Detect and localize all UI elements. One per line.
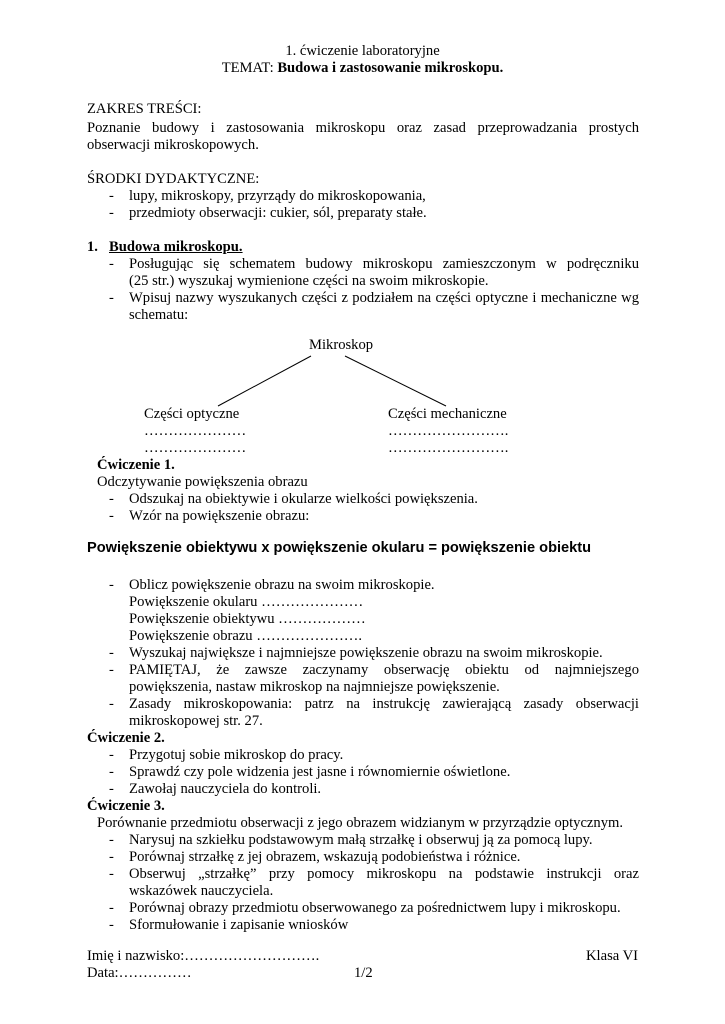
bullet-dash: - — [109, 645, 114, 661]
topic-title: Budowa i zastosowanie mikroskopu. — [277, 60, 504, 76]
cw1-pamietaj-line2: powiększenia, nastaw mikroskop na najmniejsze powiększenie. — [129, 679, 500, 695]
srodki-item: przedmioty obserwacji: cukier, sól, preparaty stałe. — [129, 205, 427, 221]
bullet-dash: - — [109, 781, 114, 797]
cw1-pamietaj-line1: PAMIĘTAJ, że zawsze zaczynamy obserwację obiektu od najmniejszego — [129, 662, 639, 678]
cw1-item: Wzór na powiększenie obrazu: — [129, 508, 310, 524]
bullet-dash: - — [109, 917, 114, 933]
objective-magnification-blank: Powiększenie obiektywu ……………… — [129, 611, 366, 627]
eyepiece-magnification-blank: Powiększenie okularu ………………… — [129, 594, 364, 610]
diagram-left-branch — [218, 356, 311, 406]
cw2-title: Ćwiczenie 2. — [87, 730, 165, 746]
section1-item2-line2: schematu: — [129, 307, 189, 323]
bullet-dash: - — [109, 577, 114, 593]
page-number: 1/2 — [354, 965, 373, 981]
bullet-dash: - — [109, 290, 114, 306]
cw3-title: Ćwiczenie 3. — [87, 798, 165, 814]
srodki-item: lupy, mikroskopy, przyrządy do mikroskopowania, — [129, 188, 426, 204]
magnification-formula: Powiększenie obiektywu x powiększenie okularu = powiększenie obiektu — [87, 540, 592, 556]
cw2-item: Przygotuj sobie mikroskop do pracy. — [129, 747, 344, 763]
zakres-line1: Poznanie budowy i zastosowania mikroskopu oraz zasad przeprowadzania prostych — [87, 120, 639, 136]
class-label: Klasa VI — [586, 948, 639, 964]
bullet-dash: - — [109, 662, 114, 678]
section1-item2-line1: Wpisuj nazwy wyszukanych części z podziałem na części optyczne i mechaniczne wg — [129, 290, 639, 306]
cw3-item: Narysuj na szkiełku podstawowym małą strzałkę i obserwuj ją za pomocą lupy. — [129, 832, 593, 848]
diagram-right-blank: ……………………. — [388, 440, 509, 456]
diagram-right-branch — [345, 356, 446, 406]
diagram-left-blank: ………………… — [144, 423, 247, 439]
exercise-number: 1. ćwiczenie laboratoryjne — [285, 43, 440, 59]
section1-title: Budowa mikroskopu. — [109, 239, 243, 255]
cw1-oblicz: Oblicz powiększenie obrazu na swoim mikroskopie. — [129, 577, 435, 593]
bullet-dash: - — [109, 188, 114, 204]
cw1-title: Ćwiczenie 1. — [97, 457, 175, 473]
cw2-item: Sprawdź czy pole widzenia jest jasne i równomiernie oświetlone. — [129, 764, 511, 780]
cw2-item: Zawołaj nauczyciela do kontroli. — [129, 781, 322, 797]
topic-label: TEMAT: — [221, 60, 278, 76]
date-field: Data:…………… — [87, 965, 192, 981]
zakres-line2: obserwacji mikroskopowych. — [87, 137, 259, 153]
bullet-dash: - — [109, 696, 114, 712]
bullet-dash: - — [109, 849, 114, 865]
bullet-dash: - — [109, 747, 114, 763]
bullet-dash: - — [109, 866, 114, 882]
section1-item1-line1: Posługując się schematem budowy mikroskopu zamieszczonym w podręczniku — [129, 256, 639, 272]
bullet-dash: - — [109, 764, 114, 780]
cw1-subtitle: Odczytywanie powiększenia obrazu — [97, 474, 308, 490]
section1-number: 1. — [87, 239, 98, 255]
diagram-left-label: Części optyczne — [144, 406, 240, 422]
image-magnification-blank: Powiększenie obrazu …………………. — [129, 628, 363, 644]
diagram-left-blank: ………………… — [144, 440, 247, 456]
cw3-item3-line1: Obserwuj „strzałkę” przy pomocy mikroskopu na podstawie instrukcji oraz — [129, 866, 639, 882]
bullet-dash: - — [109, 256, 114, 272]
zakres-heading: ZAKRES TREŚCI: — [87, 101, 202, 117]
cw1-zasady-line1: Zasady mikroskopowania: patrz na instrukcję zawierającą zasady obserwacji — [129, 696, 639, 712]
cw3-item3-line2: wskazówek nauczyciela. — [129, 883, 274, 899]
cw3-subtitle: Porównanie przedmiotu obserwacji z jego obrazem widzianym w przyrządzie optycznym. — [97, 815, 623, 831]
bullet-dash: - — [109, 832, 114, 848]
diagram-right-label: Części mechaniczne — [388, 406, 507, 422]
diagram-right-blank: ……………………. — [388, 423, 509, 439]
cw1-wyszukaj: Wyszukaj największe i najmniejsze powiększenie obrazu na swoim mikroskopie. — [129, 645, 603, 661]
bullet-dash: - — [109, 491, 114, 507]
section1-item1-line2: (25 str.) wyszukaj wymienione części na swoim mikroskopie. — [129, 273, 489, 289]
srodki-heading: ŚRODKI DYDAKTYCZNE: — [87, 171, 260, 187]
cw1-item: Odszukaj na obiektywie i okularze wielkości powiększenia. — [129, 491, 478, 507]
bullet-dash: - — [109, 508, 114, 524]
cw1-zasady-line2: mikroskopowej str. 27. — [129, 713, 263, 729]
student-name-field: Imię i nazwisko:………………………. — [87, 948, 320, 964]
cw3-item: Porównaj strzałkę z jej obrazem, wskazują podobieństwa i różnice. — [129, 849, 521, 865]
bullet-dash: - — [109, 205, 114, 221]
cw3-item: Sformułowanie i zapisanie wniosków — [129, 917, 349, 933]
bullet-dash: - — [109, 900, 114, 916]
cw3-item: Porównaj obrazy przedmiotu obserwowanego za pośrednictwem lupy i mikroskopu. — [129, 900, 621, 916]
diagram-root-label: Mikroskop — [309, 337, 374, 353]
